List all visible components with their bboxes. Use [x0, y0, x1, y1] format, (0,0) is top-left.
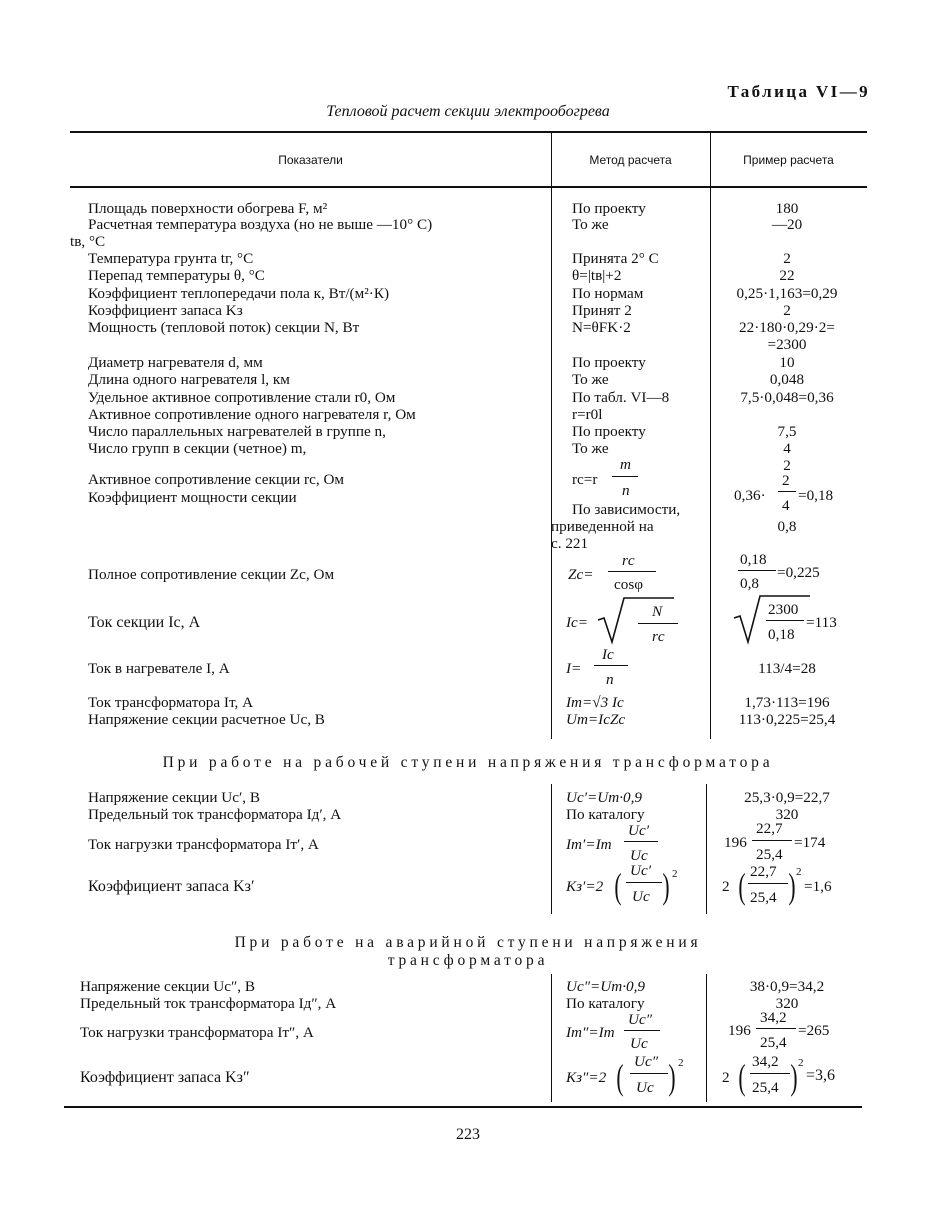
- method-i-num: Iс: [602, 646, 614, 663]
- method-zc-num: rс: [622, 552, 635, 569]
- example-fraction-bar: [778, 491, 796, 492]
- section-emergency-title-cont: трансформатора: [387, 952, 549, 969]
- section2-example-3-num: 34,2: [760, 1009, 787, 1026]
- section2-divider-1: [551, 974, 552, 1102]
- section1-method-2: По каталогу: [566, 806, 645, 823]
- indicator-row-14: Активное сопротивление секции rс, Ом: [88, 471, 345, 488]
- method-fraction-bar: [612, 476, 638, 477]
- example-row-7: 22·180·0,29·2=: [739, 319, 835, 336]
- section1-example-3-result: =174: [794, 834, 826, 851]
- method-row-15-cont2: с. 221: [551, 535, 589, 552]
- section2-example-3-den: 25,4: [760, 1034, 787, 1051]
- indicator-row-20: Напряжение секции расчетное Uс, В: [88, 711, 325, 728]
- example-row-9: 0,048: [769, 371, 805, 388]
- section2-method-4-num: Uс″: [634, 1053, 659, 1070]
- section1-method-1: Uс′=Um·0,9: [566, 789, 642, 806]
- table-caption: Тепловой расчет секции электрообогрева: [326, 103, 610, 120]
- example-row-4: 22: [779, 267, 795, 284]
- section2-example-4: 2: [722, 1069, 730, 1086]
- example-row-2: —20: [771, 216, 803, 233]
- method-row-17: Iс=: [566, 614, 589, 631]
- section2-method-3-bar: [624, 1030, 660, 1031]
- method-zc-bar: [608, 571, 656, 572]
- method-row-7: N=θFK·2: [572, 319, 631, 336]
- example-row-18: 113/4=28: [758, 660, 816, 677]
- section2-method-4-bar: [630, 1073, 668, 1074]
- section2-example-3-result: =265: [798, 1022, 830, 1039]
- method-row-11: r=r0l: [572, 406, 603, 423]
- example-zc-num: 0,18: [740, 551, 767, 568]
- example-row-13: 4: [783, 440, 791, 457]
- section2-example-3-bar: [756, 1028, 796, 1029]
- method-i-den: n: [606, 671, 614, 688]
- indicator-row-12: Число параллельных нагревателей в группе n,: [88, 423, 386, 440]
- method-row-14: rс=r: [572, 471, 598, 488]
- indicator-row-3: Температура грунта tг, °С: [88, 250, 254, 267]
- section1-example-4-den: 25,4: [750, 889, 777, 906]
- indicator-row-9: Длина одного нагревателя l, км: [88, 371, 290, 388]
- section1-example-3-den: 25,4: [756, 846, 783, 863]
- example-row-17: =113: [806, 614, 837, 631]
- column-divider-1: [551, 133, 552, 739]
- indicator-row-4: Перепад температуры θ, °С: [88, 267, 265, 284]
- method-zc-den: cosφ: [614, 576, 644, 593]
- example-zc-den: 0,8: [740, 575, 759, 592]
- indicator-row-7: Мощность (тепловой поток) секции N, Вт: [88, 319, 360, 336]
- example-fraction-den: 4: [782, 497, 790, 514]
- example-ic-num: 2300: [768, 601, 799, 618]
- section1-example-4-num: 22,7: [750, 863, 777, 880]
- section2-indicator-2: Предельный ток трансформатора Iд″, А: [80, 995, 337, 1012]
- example-row-20: 113·0,225=25,4: [738, 711, 836, 728]
- section1-example-4: 2: [722, 878, 730, 895]
- section2-method-4: Kз″=2: [566, 1069, 607, 1086]
- section1-indicator-4: Коэффициент запаса Kз′: [88, 878, 255, 895]
- table-header-rule: [70, 186, 867, 188]
- section2-indicator-1: Напряжение секции Uс″, В: [80, 978, 256, 995]
- table-label: Таблица VI—9: [727, 82, 870, 101]
- column-header-method: Метод расчета: [589, 153, 672, 167]
- example-row-8: 10: [779, 354, 795, 371]
- indicator-row-2-cont: tв, °С: [70, 233, 106, 250]
- method-row-6: Принят 2: [572, 302, 632, 319]
- section2-method-4-power: 2: [678, 1057, 684, 1069]
- indicator-row-11: Активное сопротивление одного нагревателя r, Ом: [88, 406, 416, 423]
- indicator-row-1: Площадь поверхности обогрева F, м²: [88, 200, 328, 217]
- section2-method-3-den: Uс: [630, 1035, 648, 1052]
- section2-example-3: 196: [728, 1022, 751, 1039]
- section2-divider-2: [706, 974, 707, 1102]
- method-row-2: То же: [572, 216, 609, 233]
- indicator-row-6: Коэффициент запаса Kз: [88, 302, 243, 319]
- method-ic-num: N: [652, 603, 663, 620]
- section2-example-4-power: 2: [798, 1057, 804, 1069]
- section1-example-4-result: =1,6: [804, 878, 832, 895]
- section2-example-2: 320: [775, 995, 799, 1012]
- section-working-title: При работе на рабочей ступени напряжения трансформатора: [162, 754, 774, 771]
- example-row-14-result: =0,18: [798, 487, 834, 504]
- example-ic-bar: [766, 620, 804, 621]
- section2-method-4-rparen: ): [668, 1057, 676, 1097]
- example-row-1: 180: [775, 200, 799, 217]
- method-row-8: По проекту: [572, 354, 646, 371]
- section2-indicator-4: Коэффициент запаса Kз″: [80, 1069, 250, 1086]
- section1-example-4-bar: [748, 883, 788, 884]
- method-row-12: По проекту: [572, 423, 646, 440]
- section1-example-4-power: 2: [796, 866, 802, 878]
- method-fraction-n: n: [622, 482, 630, 499]
- indicator-row-8: Диаметр нагревателя d, мм: [88, 354, 263, 371]
- indicator-row-10: Удельное активное сопротивление стали r0, Ом: [88, 389, 396, 406]
- indicator-row-5: Коэффициент теплопередачи пола к, Вт/(м²·К): [88, 285, 390, 302]
- page-number: 223: [456, 1126, 480, 1143]
- section1-method-4-den: Uс: [632, 888, 650, 905]
- section1-method-4-power: 2: [672, 868, 678, 880]
- column-header-example: Пример расчета: [743, 153, 834, 167]
- table-bottom-rule: [64, 1106, 862, 1108]
- method-row-13: То же: [572, 440, 609, 457]
- method-row-15-cont: приведенной на: [551, 518, 654, 535]
- example-row-14: 0,36·: [734, 487, 766, 504]
- method-row-18: I=: [566, 660, 582, 677]
- example-m-value: 2: [783, 457, 791, 474]
- example-row-6: 2: [783, 302, 791, 319]
- section1-divider-1: [551, 784, 552, 914]
- section1-method-4-num: Uс′: [630, 862, 652, 879]
- method-row-16: Zс=: [568, 566, 594, 583]
- example-row-12: 7,5: [777, 423, 797, 440]
- method-row-19: Iт=√3 Iс: [566, 694, 624, 711]
- indicator-row-2: Расчетная температура воздуха (но не выше —10° С): [88, 216, 433, 233]
- method-row-10: По табл. VI—8: [572, 389, 670, 406]
- section1-example-4-lparen: (: [738, 866, 746, 906]
- example-row-7-cont: =2300: [767, 336, 807, 353]
- section1-example-1: 25,3·0,9=22,7: [744, 789, 830, 806]
- method-fraction-m: m: [620, 456, 631, 473]
- section2-example-1: 38·0,9=34,2: [749, 978, 825, 995]
- method-row-3: Принята 2° С: [572, 250, 659, 267]
- example-zc-bar: [738, 570, 776, 571]
- section2-method-4-lparen: (: [616, 1057, 624, 1097]
- indicator-row-15: Коэффициент мощности секции: [88, 489, 297, 506]
- section2-indicator-3: Ток нагрузки трансформатора Iт″, А: [80, 1024, 314, 1041]
- section1-method-3: Iт′=Iт: [566, 836, 612, 853]
- section1-example-4-rparen: ): [788, 866, 796, 906]
- method-row-15: По зависимости,: [572, 501, 681, 518]
- section1-example-3-bar: [752, 840, 792, 841]
- section1-example-3: 196: [724, 834, 747, 851]
- example-row-5: 0,25·1,163=0,29: [736, 285, 838, 302]
- section1-method-4-lparen: (: [614, 866, 622, 906]
- section1-indicator-3: Ток нагрузки трансформатора Iт′, А: [88, 836, 319, 853]
- section2-method-2: По каталогу: [566, 995, 645, 1012]
- example-fraction-num: 2: [782, 472, 790, 489]
- section1-method-3-bar: [624, 841, 658, 842]
- indicator-row-13: Число групп в секции (четное) m,: [88, 440, 307, 457]
- method-i-bar: [594, 665, 628, 666]
- section-emergency-title: При работе на аварийной ступени напряжения: [234, 934, 702, 951]
- method-row-5: По нормам: [572, 285, 644, 302]
- section2-method-4-den: Uс: [636, 1079, 654, 1096]
- section2-method-3-num: Uс″: [628, 1011, 653, 1028]
- method-row-9: То же: [572, 371, 609, 388]
- example-row-16: =0,225: [777, 564, 820, 581]
- section2-method-1: Uс″=Uт·0,9: [566, 978, 646, 995]
- section1-divider-2: [706, 784, 707, 914]
- example-row-10: 7,5·0,048=0,36: [740, 389, 834, 406]
- section1-method-4-rparen: ): [662, 866, 670, 906]
- example-row-19: 1,73·113=196: [744, 694, 830, 711]
- method-row-1: По проекту: [572, 200, 646, 217]
- section1-method-3-num: Uс′: [628, 822, 650, 839]
- section2-method-3: Iт″=Iт: [566, 1024, 615, 1041]
- example-row-15: 0,8: [777, 518, 797, 535]
- section1-example-3-num: 22,7: [756, 820, 783, 837]
- section1-method-3-den: Uс: [630, 847, 648, 864]
- indicator-row-17: Ток секции Iс, А: [88, 614, 201, 631]
- example-ic-den: 0,18: [768, 626, 795, 643]
- section2-example-4-den: 25,4: [752, 1079, 779, 1096]
- section1-method-4-bar: [626, 882, 662, 883]
- table-top-rule: [70, 131, 867, 133]
- method-ic-den: rс: [652, 628, 665, 645]
- indicator-row-16: Полное сопротивление секции Zс, Ом: [88, 566, 335, 583]
- indicator-row-18: Ток в нагревателе I, А: [88, 660, 230, 677]
- section1-method-4: Kз′=2: [566, 878, 604, 895]
- section1-indicator-1: Напряжение секции Uс′, В: [88, 789, 261, 806]
- method-row-4: θ=|tв|+2: [572, 267, 622, 284]
- section1-indicator-2: Предельный ток трансформатора Iд′, А: [88, 806, 342, 823]
- section2-example-4-bar: [750, 1073, 790, 1074]
- section2-example-4-num: 34,2: [752, 1053, 779, 1070]
- column-header-indicators: Показатели: [278, 153, 343, 167]
- indicator-row-19: Ток трансформатора Iт, А: [88, 694, 254, 711]
- section2-example-4-lparen: (: [738, 1057, 746, 1097]
- section2-example-4-result: =3,6: [806, 1067, 836, 1084]
- example-row-3: 2: [783, 250, 791, 267]
- method-row-20: Uт=IсZс: [566, 711, 626, 728]
- method-ic-bar: [638, 623, 678, 624]
- section1-example-2: 320: [775, 806, 799, 823]
- section2-example-4-rparen: ): [790, 1057, 798, 1097]
